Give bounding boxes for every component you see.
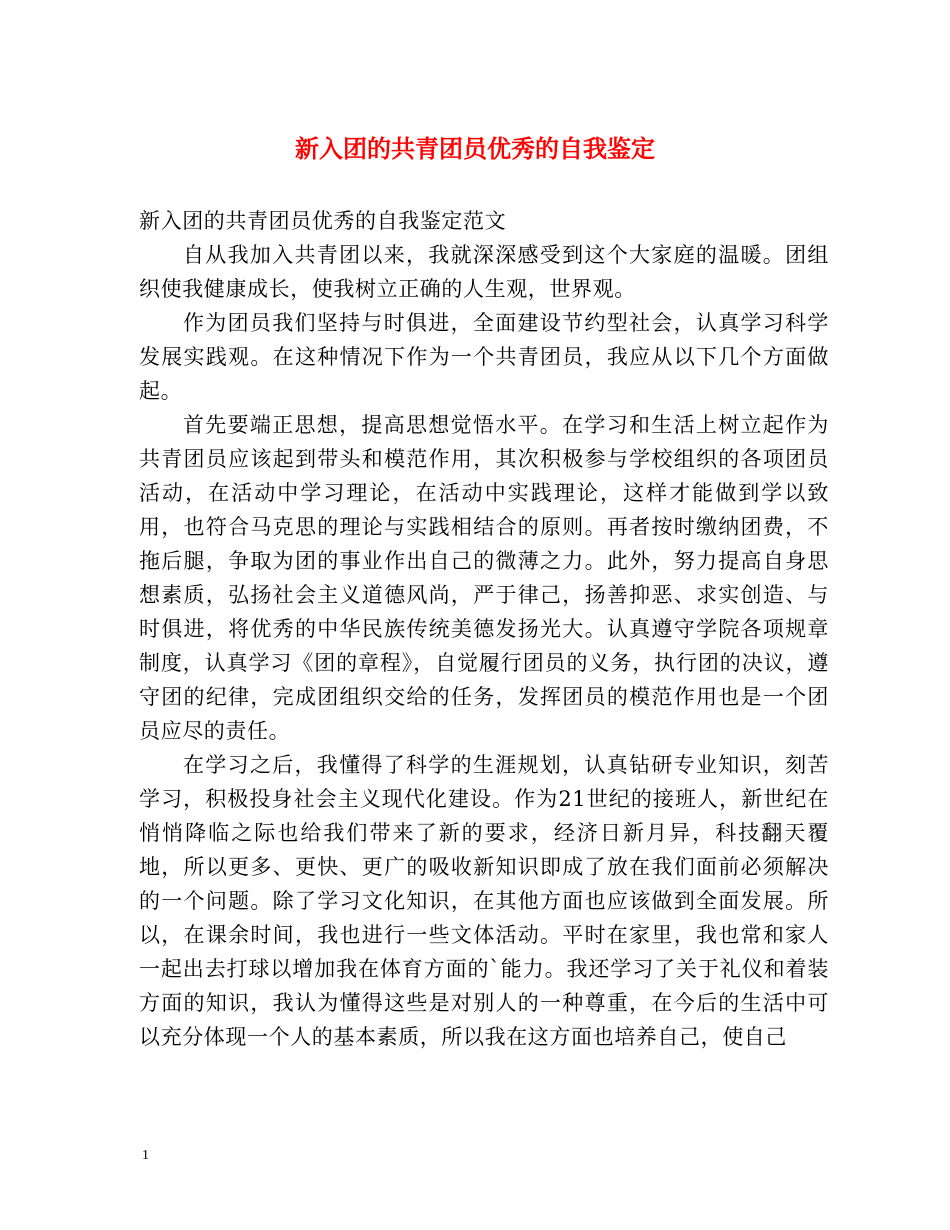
paragraph-1: 自从我加入共青团以来，我就深深感受到这个大家庭的温暖。团组织使我健康成长，使我树立正确的人生观，世界观。 (139, 243, 829, 301)
document-title: 新入团的共青团员优秀的自我鉴定 (295, 134, 655, 163)
page-number: 1 (142, 1148, 149, 1163)
paragraph-2: 作为团员我们坚持与时俱进，全面建设节约型社会，认真学习科学发展实践观。在这种情况下作为一个共青团员，我应从以下几个方面做起。 (139, 311, 829, 403)
document-body (139, 204, 829, 1054)
document-subtitle: 新入团的共青团员优秀的自我鉴定范文 (139, 209, 507, 233)
paragraph-4: 在学习之后，我懂得了科学的生涯规划，认真钻研专业知识，刻苦学习，积极投身社会主义现代化建设。作为21世纪的接班人，新世纪在悄悄降临之际也给我们带来了新的要求，经济日新月异，科技翻天覆地，所以更多、更快、更广的吸收新知识即成了放在我们面前必须解决的一个问题。除了学习文化知识，在其他方面也应该做到全面发展。所以，在课余时间，我也进行一些文体活动。平时在家里，我也常和家人一起出去打球以增加我在体育方面的`能力。我还学习了关于礼仪和着装方面的知识，我认为懂得这些是对别人的一种尊重，在今后的生活中可以充分体现一个人的基本素质，所以我在这方面也培养自己，使自己 (139, 753, 829, 1049)
paragraph-3: 首先要端正思想，提高思想觉悟水平。在学习和生活上树立起作为共青团员应该起到带头和模范作用，其次积极参与学校组织的各项团员活动，在活动中学习理论，在活动中实践理论，这样才能做到学以致用，也符合马克思的理论与实践相结合的原则。再者按时缴纳团费，不拖后腿，争取为团的事业作出自己的微薄之力。此外，努力提高自身思想素质，弘扬社会主义道德风尚，严于律己，扬善抑恶、求实创造、与时俱进，将优秀的中华民族传统美德发扬光大。认真遵守学院各项规章制度，认真学习《团的章程》，自觉履行团员的义务，执行团的决议，遵守团的纪律，完成团组织交给的任务，发挥团员的模范作用也是一个团员应尽的责任。 (139, 413, 829, 743)
